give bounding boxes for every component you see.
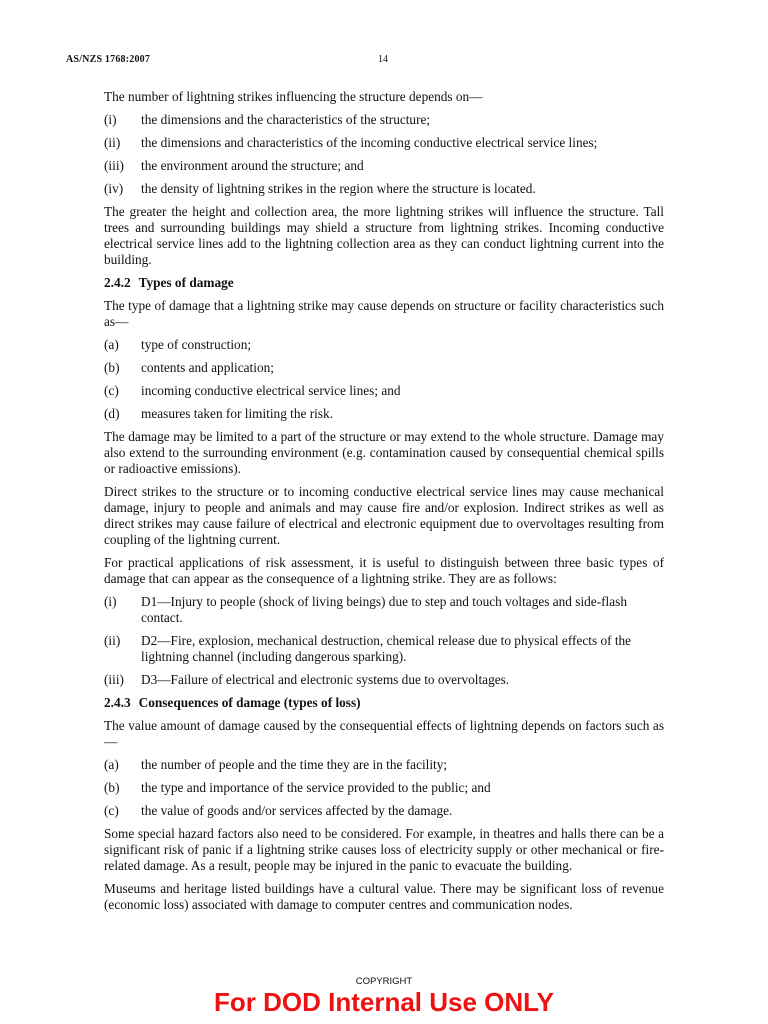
- paragraph: The greater the height and collection area, the more lightning strikes will influence the structure. Tall trees and surrounding buildings may shield a structure from lightning strikes. Incoming conductive electrical service lines add to the lightning collection area as they can conduct lightning current into the building.: [104, 204, 664, 267]
- page-number: 14: [378, 54, 388, 65]
- list-marker: (iii): [104, 158, 124, 173]
- list-marker: (i): [104, 594, 117, 609]
- paragraph: The damage may be limited to a part of the structure or may extend to the whole structure. Damage may also extend to the surrounding environment (e.g. contamination caused by consequential chemical spills or radioactive emissions).: [104, 429, 664, 476]
- list-item: [104, 181, 664, 197]
- section-heading-2-4-3: [104, 695, 664, 711]
- list-text: D1—Injury to people (shock of living beings) due to step and touch voltages and side-flash contact.: [141, 594, 627, 625]
- list-text: the environment around the structure; and: [141, 158, 364, 173]
- list-marker: (iii): [104, 672, 124, 687]
- list-marker: (ii): [104, 135, 121, 150]
- list-item: [104, 112, 664, 128]
- copyright-notice: COPYRIGHT: [355, 976, 413, 987]
- list-item: [104, 633, 664, 665]
- list-item: [104, 672, 664, 688]
- list-text: the dimensions and the characteristics of the structure;: [141, 112, 431, 127]
- paragraph: The value amount of damage caused by the consequential effects of lightning depends on factors such as—: [104, 718, 664, 749]
- list-text: incoming conductive electrical service lines; and: [141, 383, 401, 398]
- list-marker: (c): [104, 383, 119, 398]
- paragraph: Museums and heritage listed buildings have a cultural value. There may be significant loss of revenue (economic loss) associated with damage to computer centres and communication nodes.: [104, 881, 664, 912]
- list-item: [104, 360, 664, 376]
- list-marker: (b): [104, 360, 120, 375]
- list-text: contents and application;: [141, 360, 274, 375]
- list-marker: (a): [104, 337, 119, 352]
- list-item: [104, 594, 664, 626]
- document-body: [104, 89, 664, 920]
- list-text: the dimensions and characteristics of the incoming conductive electrical service lines;: [141, 135, 598, 150]
- list-text: D3—Failure of electrical and electronic systems due to overvoltages.: [141, 672, 510, 687]
- list-text: D2—Fire, explosion, mechanical destruction, chemical release due to physical effects of the lightning channel (including dangerous sparking).: [141, 633, 632, 664]
- list-marker: (c): [104, 803, 119, 818]
- list-marker: (i): [104, 112, 117, 127]
- section-number: 2.4.3: [104, 695, 131, 710]
- list-text: the number of people and the time they are in the facility;: [141, 757, 448, 772]
- paragraph: Some special hazard factors also need to be considered. For example, in theatres and halls there can be a significant risk of panic if a lightning strike causes loss of electricity supply or other mechanical or fire-related damage. As a result, people may be injured in the panic to evacuate the building.: [104, 826, 664, 873]
- list-text: the density of lightning strikes in the region where the structure is located.: [141, 181, 536, 196]
- list-item: [104, 780, 664, 796]
- intro-paragraph: The number of lightning strikes influencing the structure depends on—: [104, 89, 483, 104]
- list-text: the type and importance of the service provided to the public; and: [141, 780, 491, 795]
- list-item: [104, 337, 664, 353]
- list-item: [104, 757, 664, 773]
- list-marker: (ii): [104, 633, 121, 648]
- list-item: [104, 383, 664, 399]
- standard-reference: AS/NZS 1768:2007: [66, 54, 151, 65]
- paragraph: The type of damage that a lightning strike may cause depends on structure or facility characteristics such as—: [104, 298, 664, 329]
- list-text: measures taken for limiting the risk.: [141, 406, 334, 421]
- section-title: Consequences of damage (types of loss): [138, 695, 361, 710]
- list-marker: (a): [104, 757, 119, 772]
- section-number: 2.4.2: [104, 275, 131, 290]
- internal-use-watermark: For DOD Internal Use ONLY: [214, 987, 554, 1017]
- list-item: [104, 158, 664, 174]
- list-text: the value of goods and/or services affected by the damage.: [141, 803, 453, 818]
- list-marker: (d): [104, 406, 120, 421]
- list-item: [104, 135, 664, 151]
- list-marker: (b): [104, 780, 120, 795]
- list-text: type of construction;: [141, 337, 252, 352]
- list-marker: (iv): [104, 181, 124, 196]
- section-title: Types of damage: [138, 275, 234, 290]
- paragraph: For practical applications of risk assessment, it is useful to distinguish between three basic types of damage that can appear as the consequence of a lightning strike. They are as follows:: [104, 555, 664, 586]
- list-item: [104, 803, 664, 819]
- section-heading-2-4-2: [104, 275, 664, 291]
- paragraph: Direct strikes to the structure or to incoming conductive electrical service lines may cause mechanical damage, injury to people and animals and may cause fire and/or explosion. Indirect strikes as well as direct strikes may cause failure of electrical and electronic equipment due to overvoltages resulting from coupling of the lightning current.: [104, 484, 664, 547]
- list-item: [104, 406, 664, 422]
